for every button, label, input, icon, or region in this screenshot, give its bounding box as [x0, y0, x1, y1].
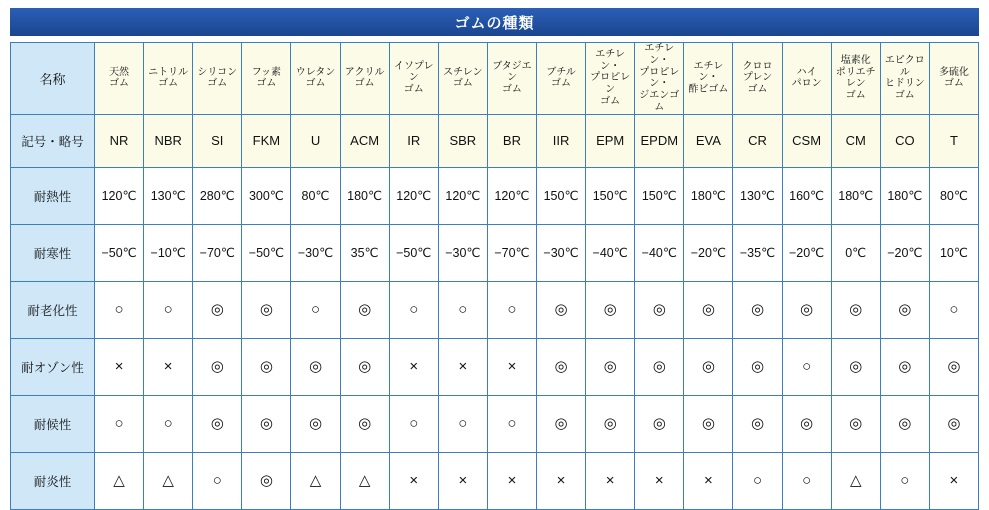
cell-weather: ◎ — [537, 395, 586, 452]
cell-aging: ◎ — [733, 281, 782, 338]
material-symbol: CO — [880, 114, 929, 167]
cell-weather: ◎ — [684, 395, 733, 452]
cell-ozone: × — [389, 338, 438, 395]
row-label-weather: 耐候性 — [11, 395, 95, 452]
row-label-symbol: 記号・略号 — [11, 114, 95, 167]
material-header: エピクロル ヒドリン ゴム — [880, 43, 929, 115]
cell-flame: △ — [95, 452, 144, 509]
cell-cold: −20℃ — [684, 224, 733, 281]
material-symbol: EPM — [586, 114, 635, 167]
material-symbol: T — [929, 114, 978, 167]
row-label-aging: 耐老化性 — [11, 281, 95, 338]
material-symbol: U — [291, 114, 340, 167]
cell-weather: ○ — [95, 395, 144, 452]
material-symbol: IR — [389, 114, 438, 167]
cell-weather: ◎ — [831, 395, 880, 452]
cell-flame: × — [487, 452, 536, 509]
cell-flame: △ — [291, 452, 340, 509]
cell-flame: × — [929, 452, 978, 509]
table-row — [11, 114, 979, 167]
material-header: クロロ プレン ゴム — [733, 43, 782, 115]
row-label-cold: 耐寒性 — [11, 224, 95, 281]
cell-aging: ○ — [929, 281, 978, 338]
cell-aging: ◎ — [340, 281, 389, 338]
cell-cold: −50℃ — [95, 224, 144, 281]
table-row — [11, 43, 979, 115]
cell-weather: ◎ — [929, 395, 978, 452]
cell-heat: 120℃ — [438, 167, 487, 224]
rubber-types-table — [10, 42, 979, 510]
table-row — [11, 224, 979, 281]
cell-heat: 120℃ — [95, 167, 144, 224]
cell-heat: 130℃ — [733, 167, 782, 224]
cell-heat: 300℃ — [242, 167, 291, 224]
material-header: ブチル ゴム — [537, 43, 586, 115]
cell-weather: ◎ — [340, 395, 389, 452]
table-row — [11, 167, 979, 224]
cell-weather: ○ — [438, 395, 487, 452]
cell-ozone: ◎ — [880, 338, 929, 395]
table-body — [11, 43, 979, 510]
cell-heat: 80℃ — [929, 167, 978, 224]
cell-ozone: ◎ — [684, 338, 733, 395]
cell-heat: 120℃ — [487, 167, 536, 224]
cell-aging: ○ — [144, 281, 193, 338]
row-label-flame: 耐炎性 — [11, 452, 95, 509]
cell-weather: ◎ — [193, 395, 242, 452]
table-row — [11, 452, 979, 509]
material-header: エチレン・ 酢ビゴム — [684, 43, 733, 115]
cell-heat: 130℃ — [144, 167, 193, 224]
cell-flame: ○ — [733, 452, 782, 509]
material-symbol: EVA — [684, 114, 733, 167]
cell-aging: ○ — [487, 281, 536, 338]
material-symbol: ACM — [340, 114, 389, 167]
cell-cold: −30℃ — [291, 224, 340, 281]
cell-heat: 180℃ — [880, 167, 929, 224]
cell-aging: ◎ — [684, 281, 733, 338]
cell-cold: −20℃ — [782, 224, 831, 281]
cell-cold: −30℃ — [438, 224, 487, 281]
cell-cold: −70℃ — [193, 224, 242, 281]
cell-ozone: × — [144, 338, 193, 395]
cell-flame: × — [635, 452, 684, 509]
material-header: 天然 ゴム — [95, 43, 144, 115]
cell-ozone: ◎ — [586, 338, 635, 395]
material-symbol: CR — [733, 114, 782, 167]
cell-heat: 280℃ — [193, 167, 242, 224]
cell-weather: ○ — [389, 395, 438, 452]
cell-weather: ◎ — [880, 395, 929, 452]
cell-aging: ○ — [389, 281, 438, 338]
cell-aging: ◎ — [880, 281, 929, 338]
cell-weather: ○ — [144, 395, 193, 452]
material-symbol: FKM — [242, 114, 291, 167]
cell-flame: × — [684, 452, 733, 509]
cell-aging: ◎ — [537, 281, 586, 338]
cell-weather: ○ — [487, 395, 536, 452]
material-header: 塩素化 ポリエチレン ゴム — [831, 43, 880, 115]
material-header: アクリル ゴム — [340, 43, 389, 115]
cell-aging: ◎ — [831, 281, 880, 338]
cell-flame: △ — [144, 452, 193, 509]
material-symbol: CSM — [782, 114, 831, 167]
cell-aging: ◎ — [193, 281, 242, 338]
cell-flame: × — [389, 452, 438, 509]
cell-ozone: ◎ — [635, 338, 684, 395]
cell-ozone: ◎ — [733, 338, 782, 395]
material-header: ハイ パロン — [782, 43, 831, 115]
cell-cold: −35℃ — [733, 224, 782, 281]
cell-flame: ◎ — [242, 452, 291, 509]
material-symbol: BR — [487, 114, 536, 167]
table-row — [11, 338, 979, 395]
page-title: ゴムの種類 — [10, 8, 979, 36]
cell-cold: −10℃ — [144, 224, 193, 281]
cell-flame: △ — [831, 452, 880, 509]
material-symbol: SBR — [438, 114, 487, 167]
cell-aging: ◎ — [782, 281, 831, 338]
table-row — [11, 395, 979, 452]
material-header: エチレン・ プロピレン・ ジエンゴム — [635, 43, 684, 115]
cell-heat: 120℃ — [389, 167, 438, 224]
cell-ozone: ◎ — [340, 338, 389, 395]
cell-ozone: ◎ — [242, 338, 291, 395]
cell-weather: ◎ — [242, 395, 291, 452]
cell-aging: ○ — [291, 281, 340, 338]
cell-weather: ◎ — [733, 395, 782, 452]
cell-cold: 10℃ — [929, 224, 978, 281]
cell-flame: × — [438, 452, 487, 509]
material-symbol: NBR — [144, 114, 193, 167]
material-symbol: SI — [193, 114, 242, 167]
cell-ozone: ◎ — [929, 338, 978, 395]
cell-cold: −40℃ — [635, 224, 684, 281]
cell-ozone: × — [487, 338, 536, 395]
cell-cold: 0℃ — [831, 224, 880, 281]
cell-aging: ○ — [438, 281, 487, 338]
cell-ozone: ◎ — [193, 338, 242, 395]
material-header: 多硫化 ゴム — [929, 43, 978, 115]
material-header: シリコン ゴム — [193, 43, 242, 115]
cell-ozone: ○ — [782, 338, 831, 395]
cell-aging: ○ — [95, 281, 144, 338]
cell-weather: ◎ — [782, 395, 831, 452]
cell-heat: 150℃ — [635, 167, 684, 224]
cell-ozone: ◎ — [291, 338, 340, 395]
cell-aging: ◎ — [635, 281, 684, 338]
material-header: ニトリル ゴム — [144, 43, 193, 115]
cell-aging: ◎ — [242, 281, 291, 338]
cell-flame: △ — [340, 452, 389, 509]
cell-ozone: × — [95, 338, 144, 395]
material-header: フッ素 ゴム — [242, 43, 291, 115]
cell-flame: ○ — [193, 452, 242, 509]
cell-aging: ◎ — [586, 281, 635, 338]
cell-cold: 35℃ — [340, 224, 389, 281]
cell-cold: −30℃ — [537, 224, 586, 281]
material-symbol: CM — [831, 114, 880, 167]
cell-flame: ○ — [880, 452, 929, 509]
cell-cold: −20℃ — [880, 224, 929, 281]
cell-cold: −50℃ — [389, 224, 438, 281]
row-label-heat: 耐熱性 — [11, 167, 95, 224]
cell-heat: 180℃ — [340, 167, 389, 224]
material-header: エチレン・ プロピレン ゴム — [586, 43, 635, 115]
cell-heat: 150℃ — [586, 167, 635, 224]
material-symbol: IIR — [537, 114, 586, 167]
cell-cold: −50℃ — [242, 224, 291, 281]
table-row — [11, 281, 979, 338]
material-header: ウレタン ゴム — [291, 43, 340, 115]
row-label-name: 名称 — [11, 43, 95, 115]
cell-ozone: ◎ — [537, 338, 586, 395]
row-label-ozone: 耐オゾン性 — [11, 338, 95, 395]
cell-weather: ◎ — [586, 395, 635, 452]
cell-flame: × — [586, 452, 635, 509]
cell-cold: −70℃ — [487, 224, 536, 281]
cell-weather: ◎ — [635, 395, 684, 452]
cell-heat: 180℃ — [684, 167, 733, 224]
cell-heat: 80℃ — [291, 167, 340, 224]
cell-cold: −40℃ — [586, 224, 635, 281]
material-header: イソプレン ゴム — [389, 43, 438, 115]
cell-ozone: × — [438, 338, 487, 395]
cell-flame: ○ — [782, 452, 831, 509]
cell-weather: ◎ — [291, 395, 340, 452]
cell-ozone: ◎ — [831, 338, 880, 395]
cell-heat: 180℃ — [831, 167, 880, 224]
cell-flame: × — [537, 452, 586, 509]
cell-heat: 150℃ — [537, 167, 586, 224]
material-symbol: NR — [95, 114, 144, 167]
material-symbol: EPDM — [635, 114, 684, 167]
material-header: スチレン ゴム — [438, 43, 487, 115]
cell-heat: 160℃ — [782, 167, 831, 224]
material-header: ブタジエン ゴム — [487, 43, 536, 115]
